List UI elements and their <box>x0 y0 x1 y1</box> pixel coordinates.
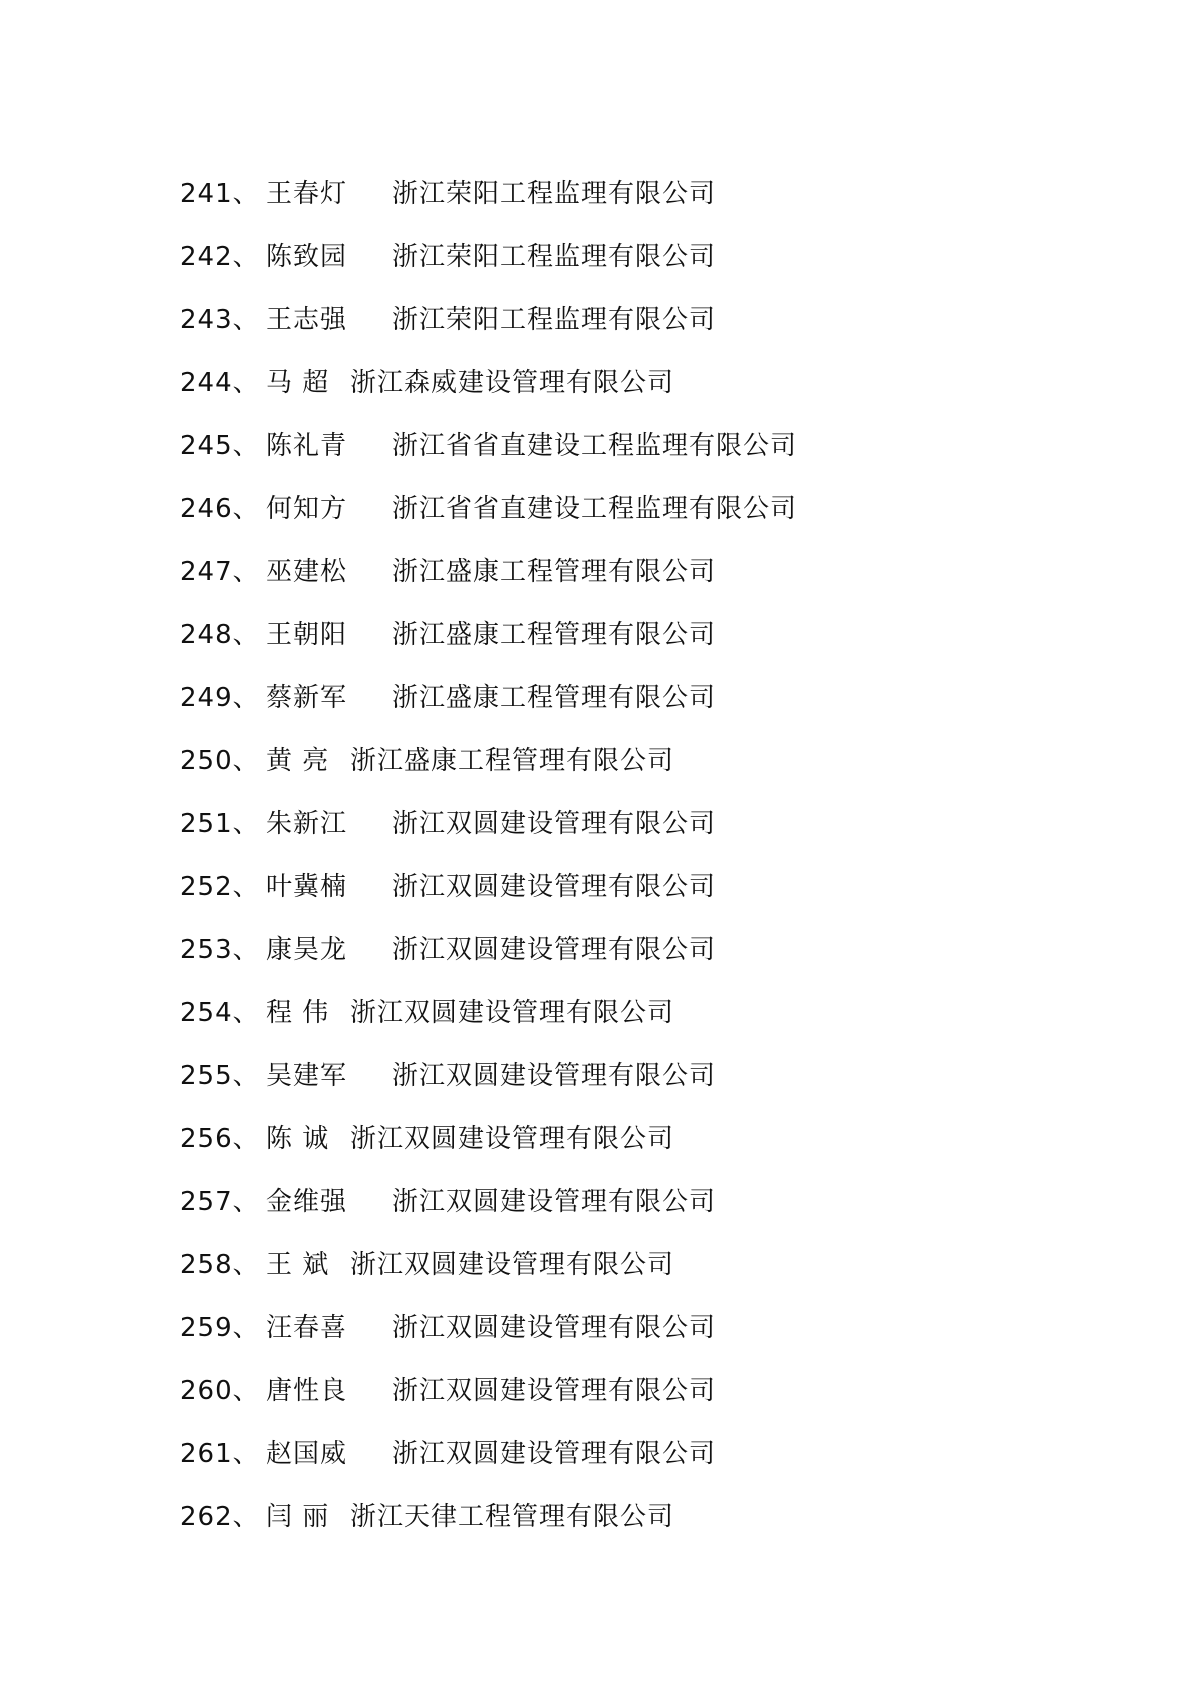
list-item <box>180 1357 797 1420</box>
list-item <box>180 1294 797 1357</box>
person-name: 陈 诚 <box>266 1124 330 1154</box>
list-item <box>180 1483 797 1546</box>
person-name: 王春灯 <box>266 179 348 209</box>
entry-number: 250、 <box>180 746 260 776</box>
company-name: 浙江盛康工程管理有限公司 <box>392 557 717 587</box>
entry-number: 255、 <box>180 1061 260 1091</box>
entry-number: 244、 <box>180 368 260 398</box>
list-item <box>180 160 797 223</box>
company-name: 浙江双圆建设管理有限公司 <box>350 1250 675 1280</box>
entry-number: 248、 <box>180 620 260 650</box>
entry-number: 245、 <box>180 431 260 461</box>
company-name: 浙江双圆建设管理有限公司 <box>392 1313 717 1343</box>
company-name: 浙江荣阳工程监理有限公司 <box>392 242 717 272</box>
person-name: 王志强 <box>266 305 348 335</box>
entry-number: 261、 <box>180 1439 260 1469</box>
list-item <box>180 601 797 664</box>
list-item <box>180 1168 797 1231</box>
company-name: 浙江双圆建设管理有限公司 <box>350 1124 675 1154</box>
entry-number: 251、 <box>180 809 260 839</box>
entry-number: 243、 <box>180 305 260 335</box>
list-item <box>180 1105 797 1168</box>
person-name: 朱新江 <box>266 809 348 839</box>
list-item <box>180 853 797 916</box>
entry-number: 252、 <box>180 872 260 902</box>
company-name: 浙江双圆建设管理有限公司 <box>392 1376 717 1406</box>
entry-number: 262、 <box>180 1502 260 1532</box>
person-name: 唐性良 <box>266 1376 348 1406</box>
entry-number: 249、 <box>180 683 260 713</box>
person-name: 陈礼青 <box>266 431 348 461</box>
list-item <box>180 1420 797 1483</box>
list-item <box>180 979 797 1042</box>
person-name: 何知方 <box>266 494 348 524</box>
list-item <box>180 664 797 727</box>
company-name: 浙江盛康工程管理有限公司 <box>392 620 717 650</box>
list-item <box>180 223 797 286</box>
list-item <box>180 349 797 412</box>
company-name: 浙江森威建设管理有限公司 <box>350 368 675 398</box>
person-name: 王朝阳 <box>266 620 348 650</box>
company-name: 浙江双圆建设管理有限公司 <box>392 1439 717 1469</box>
person-name: 黄 亮 <box>266 746 330 776</box>
list-item <box>180 538 797 601</box>
person-name: 叶冀楠 <box>266 872 348 902</box>
person-name: 马 超 <box>266 368 330 398</box>
entry-number: 256、 <box>180 1124 260 1154</box>
company-name: 浙江省省直建设工程监理有限公司 <box>392 431 798 461</box>
person-name: 巫建松 <box>266 557 348 587</box>
company-name: 浙江天律工程管理有限公司 <box>350 1502 675 1532</box>
entry-number: 253、 <box>180 935 260 965</box>
list-item <box>180 916 797 979</box>
entry-number: 257、 <box>180 1187 260 1217</box>
list-item <box>180 1042 797 1105</box>
list-item <box>180 412 797 475</box>
company-name: 浙江双圆建设管理有限公司 <box>392 1187 717 1217</box>
list-item <box>180 475 797 538</box>
entry-number: 259、 <box>180 1313 260 1343</box>
person-name: 康昊龙 <box>266 935 348 965</box>
entry-number: 254、 <box>180 998 260 1028</box>
company-name: 浙江双圆建设管理有限公司 <box>392 872 717 902</box>
person-name: 闫 丽 <box>266 1502 330 1532</box>
entry-number: 246、 <box>180 494 260 524</box>
list-item <box>180 1231 797 1294</box>
person-name: 王 斌 <box>266 1250 330 1280</box>
entry-number: 258、 <box>180 1250 260 1280</box>
entry-number: 242、 <box>180 242 260 272</box>
company-name: 浙江盛康工程管理有限公司 <box>392 683 717 713</box>
company-name: 浙江双圆建设管理有限公司 <box>392 809 717 839</box>
person-name: 吴建军 <box>266 1061 348 1091</box>
person-name: 蔡新军 <box>266 683 348 713</box>
entry-number: 247、 <box>180 557 260 587</box>
company-name: 浙江荣阳工程监理有限公司 <box>392 305 717 335</box>
person-name: 陈致园 <box>266 242 348 272</box>
list-item <box>180 286 797 349</box>
company-name: 浙江双圆建设管理有限公司 <box>392 935 717 965</box>
entry-number: 241、 <box>180 179 260 209</box>
list-item <box>180 790 797 853</box>
person-name: 程 伟 <box>266 998 330 1028</box>
name-list <box>180 160 797 1546</box>
company-name: 浙江荣阳工程监理有限公司 <box>392 179 717 209</box>
person-name: 赵国威 <box>266 1439 348 1469</box>
company-name: 浙江双圆建设管理有限公司 <box>392 1061 717 1091</box>
company-name: 浙江省省直建设工程监理有限公司 <box>392 494 798 524</box>
company-name: 浙江盛康工程管理有限公司 <box>350 746 675 776</box>
company-name: 浙江双圆建设管理有限公司 <box>350 998 675 1028</box>
list-item <box>180 727 797 790</box>
person-name: 汪春喜 <box>266 1313 348 1343</box>
entry-number: 260、 <box>180 1376 260 1406</box>
person-name: 金维强 <box>266 1187 348 1217</box>
